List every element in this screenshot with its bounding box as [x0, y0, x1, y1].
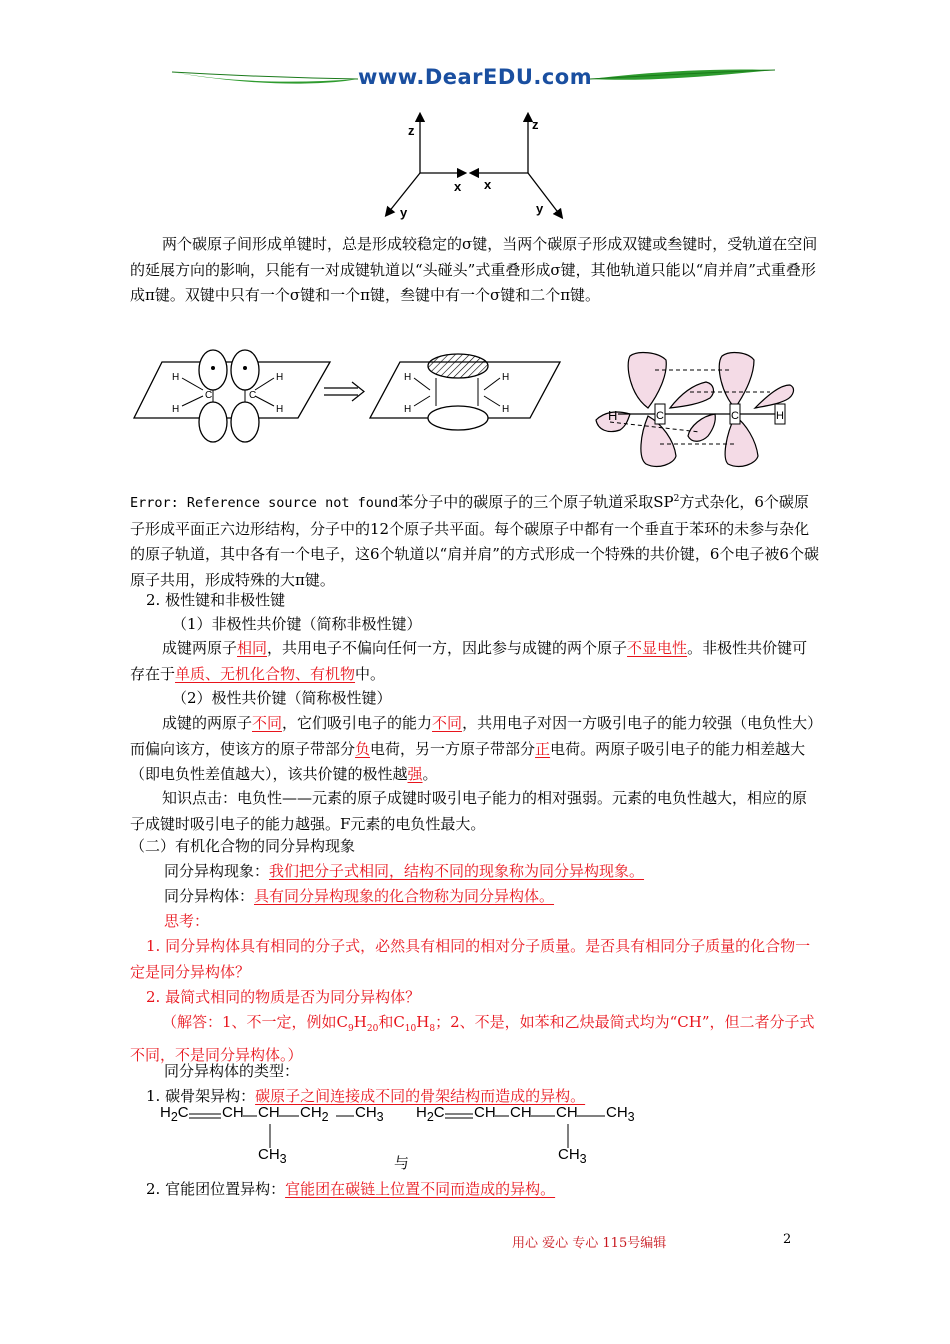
- functional-group-position-isomer: 2. 官能团位置异构：官能团在碳链上位置不同而造成的异构。: [146, 1180, 556, 1198]
- svg-text:C: C: [731, 410, 739, 422]
- thinking-title: 思考：: [164, 912, 210, 930]
- nonpolar-title: （1）非极性共价键（简称非极性键）: [172, 615, 422, 633]
- reference-error-text: Error: Reference source not found: [130, 495, 399, 511]
- svg-text:H: H: [172, 404, 180, 415]
- header-logo: [170, 62, 780, 96]
- svg-text:H: H: [608, 408, 618, 423]
- benzene-paragraph: Error: Reference source not found苯分子中的碳原子的三个原子轨道采取$SP^2$方式杂化，6个碳原子形成平面正六边形结构，分子中的12个原子共平面。每个碳原子中都有一个垂直于苯环的未参与杂化的原子轨道，其中各有一个电子，这6个轨道以“肩并肩”的方式形成一个特殊的共价键，6个电子被6个碳原子共用，形成特殊的大π键。: [130, 493, 819, 589]
- sigma-pi-paragraph: 两个碳原子间形成单键时，总是形成较稳定的σ键，当两个碳原子形成双键或叁键时，受轨道在空间的延展方向的影响，只能有一对成键轨道以“头碰头”式重叠形成σ键，其他轨道只能以“肩并肩”式重叠形成π键。双键中只有一个σ键和一个π键，叁键中有一个σ键和二个π键。: [130, 235, 818, 304]
- thinking-question-2: 2. 最简式相同的物质是否为同分异构体？: [146, 988, 421, 1006]
- svg-text:H: H: [404, 372, 412, 383]
- nonpolar-paragraph: 成键两原子相同，共用电子不偏向任何一方，因此参与成键的两个原子不显电性。非极性共价键可存在于单质、无机化合物、有机物中。: [130, 639, 808, 683]
- polar-paragraph: 成键的两原子不同，它们吸引电子的能力不同，共用电子对因一方吸引电子的能力较强（电负性大）而偏向该方，使该方的原子带部分负电荷，另一方原子带部分正电荷。两原子吸引电子的能力相差越大（即电负性差值越大），该共价键的极性越强。: [130, 714, 815, 783]
- isomer-definition: 同分异构体：具有同分异构现象的化合物称为同分异构体。: [164, 887, 555, 905]
- svg-text:H: H: [776, 410, 784, 422]
- axis-label: y: [536, 201, 544, 216]
- svg-text:H: H: [502, 404, 510, 415]
- section-2-title: 2. 极性键和非极性键: [146, 591, 286, 609]
- isomer-types-title: 同分异构体的类型：: [164, 1062, 300, 1080]
- svg-text:H: H: [172, 372, 180, 383]
- svg-text:H: H: [404, 404, 412, 415]
- isomer-section-title: （二）有机化合物的同分异构现象: [130, 837, 356, 855]
- thinking-question-1: 1. 同分异构体具有相同的分子式，必然具有相同的相对分子质量。是否具有相同分子质量的化合物一定是同分异构体？: [130, 937, 811, 981]
- ethylene-bonding-figure: [130, 340, 810, 480]
- svg-text:C: C: [249, 390, 257, 401]
- structure-formula-1: $H_2C$ CH CH $CH_2$ $CH_3$ $CH_3$: [160, 1104, 384, 1166]
- carbon-skeleton-isomer: 1. 碳骨架异构：碳原子之间连接成不同的骨架结构而造成的异构。: [146, 1087, 586, 1105]
- svg-text:H: H: [276, 404, 284, 415]
- connector-text: 与: [394, 1154, 410, 1172]
- svg-text:H: H: [276, 372, 284, 383]
- orbital-axes-figure: [380, 105, 580, 225]
- page-number: 2: [783, 1232, 792, 1247]
- polar-title: （2）极性共价键（简称极性键）: [172, 689, 392, 707]
- thinking-answer: （解答：1、不一定，例如$C_9H_{20}$和$C_{10}H_8$；2、不是，如苯和乙炔最简式均为“CH”，但二者分子式不同，不是同分异构体。）: [130, 1013, 815, 1064]
- knowledge-tip: 知识点击：电负性——元素的原子成键时吸引电子能力的相对强弱。元素的电负性越大，相应的原子成键时吸引电子的能力越强。F元素的电负性最大。: [130, 789, 808, 833]
- axis-label: z: [408, 123, 415, 138]
- axis-label: y: [400, 205, 408, 220]
- svg-text:C: C: [656, 410, 664, 422]
- svg-text:C: C: [205, 390, 213, 401]
- axis-label: x: [454, 179, 462, 194]
- isomer-phenomenon: 同分异构现象：我们把分子式相同，结构不同的现象称为同分异构现象。: [164, 862, 645, 880]
- svg-text:H: H: [502, 372, 510, 383]
- footer-slogan: 用心 爱心 专心 115号编辑: [512, 1236, 667, 1251]
- axis-label: x: [484, 177, 492, 192]
- axis-label: z: [532, 117, 539, 132]
- structure-formula-2: $H_2C$ CH CH CH $CH_3$ $CH_3$: [416, 1104, 635, 1166]
- site-logo-text[interactable]: www.DearEDU.com: [358, 65, 593, 89]
